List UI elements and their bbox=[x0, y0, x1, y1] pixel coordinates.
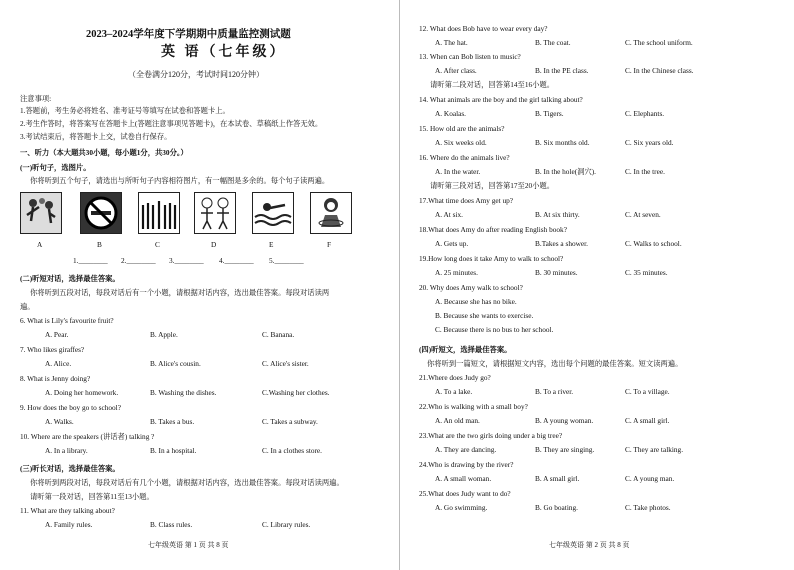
basketball-players-icon bbox=[20, 192, 62, 234]
picture-label: E bbox=[269, 240, 274, 249]
children-icon bbox=[194, 192, 236, 234]
option-a[interactable]: A. Koalas. bbox=[435, 109, 467, 118]
option-a[interactable]: A. They are dancing. bbox=[435, 445, 497, 454]
question-stem: 11. What are they talking about? bbox=[20, 506, 115, 515]
option-c[interactable]: C. Six years old. bbox=[625, 138, 674, 147]
exam-info: （全卷满分120分，考试时间120分钟） bbox=[128, 70, 264, 79]
option-a[interactable]: A. Doing her homework. bbox=[45, 388, 119, 397]
question-stem: 7. Who likes giraffes? bbox=[20, 345, 85, 354]
option-a[interactable]: A. Walks. bbox=[45, 417, 74, 426]
option-b[interactable]: B. A young woman. bbox=[535, 416, 594, 425]
answer-blank[interactable]: 1.________ bbox=[73, 256, 108, 265]
left-page bbox=[0, 0, 395, 570]
picture-label: D bbox=[211, 240, 217, 249]
note-item: 1.答题前，考生务必将姓名、准考证号等填写在试卷和答题卡上。 bbox=[20, 106, 230, 115]
question-stem: 23.What are the two girls doing under a big tree? bbox=[419, 431, 563, 440]
option-c[interactable]: C. To a village. bbox=[625, 387, 670, 396]
option-b[interactable]: B. Because she wants to exercise. bbox=[435, 311, 534, 320]
picture-label: A bbox=[37, 240, 43, 249]
part-heading: (一)听句子，选图片。 bbox=[20, 163, 91, 172]
picture-label: C bbox=[155, 240, 160, 249]
instructions: 你将听到一篇短文，请根据短文内容，选出每个问题的最佳答案。短文读两遍。 bbox=[427, 359, 683, 368]
option-b[interactable]: B. In the PE class. bbox=[535, 66, 589, 75]
option-a[interactable]: A. After class. bbox=[435, 66, 477, 75]
part-heading: (三)听长对话，选择最佳答案。 bbox=[20, 464, 120, 473]
question-stem: 25.What does Judy want to do? bbox=[419, 489, 511, 498]
question-stem: 16. Where do the animals live? bbox=[419, 153, 510, 162]
notes-heading: 注意事项: bbox=[20, 94, 52, 103]
option-b[interactable]: B. In a hospital. bbox=[150, 446, 197, 455]
section-heading: 一、听力（本大题共30小题，每小题1分，共30分。） bbox=[20, 148, 188, 157]
option-b[interactable]: B. In the hole(洞穴). bbox=[535, 167, 596, 176]
question-stem: 6. What is Lily's favourite fruit? bbox=[20, 316, 114, 325]
option-c[interactable]: C. At seven. bbox=[625, 210, 661, 219]
answer-blank[interactable]: 2.________ bbox=[121, 256, 156, 265]
picture-label: F bbox=[327, 240, 332, 249]
option-c[interactable]: C. Take photos. bbox=[625, 503, 671, 512]
question-stem: 10. Where are the speakers (讲话者) talking ? bbox=[20, 432, 155, 441]
question-stem: 22.Who is walking with a small boy? bbox=[419, 402, 528, 411]
option-c[interactable]: C. The school uniform. bbox=[625, 38, 693, 47]
part-heading: (四)听短文，选择最佳答案。 bbox=[419, 345, 512, 354]
option-b[interactable]: B. They are singing. bbox=[535, 445, 595, 454]
option-c[interactable]: C. In the tree. bbox=[625, 167, 665, 176]
option-b[interactable]: B. Six months old. bbox=[535, 138, 590, 147]
option-c[interactable]: C. A young man. bbox=[625, 474, 675, 483]
option-a[interactable]: A. To a lake. bbox=[435, 387, 473, 396]
option-b[interactable]: B. At six thirty. bbox=[535, 210, 580, 219]
option-b[interactable]: B. Tigers. bbox=[535, 109, 564, 118]
instructions: 请听第二段对话，回答第14至16小题。 bbox=[430, 80, 555, 89]
instructions: 你将听到两段对话，每段对话后有几个小题，请根据对话内容，选出最佳答案。每段对话读两遍。 bbox=[30, 478, 344, 487]
option-c[interactable]: C. They are talking. bbox=[625, 445, 684, 454]
option-a[interactable]: A. Six weeks old. bbox=[435, 138, 487, 147]
option-c[interactable]: C. Because there is no bus to her school. bbox=[435, 325, 554, 334]
page-footer: 七年级英语 第 2 页 共 8 页 bbox=[549, 541, 630, 549]
option-b[interactable]: B. To a river. bbox=[535, 387, 574, 396]
picture-row bbox=[20, 192, 360, 232]
option-c[interactable]: C. A small girl. bbox=[625, 416, 670, 425]
option-b[interactable]: B. Go boating. bbox=[535, 503, 578, 512]
option-b[interactable]: B. Class rules. bbox=[150, 520, 193, 529]
instructions: 请听第三段对话，回答第17至20小题。 bbox=[430, 181, 555, 190]
option-b[interactable]: B.Takes a shower. bbox=[535, 239, 588, 248]
option-c[interactable]: C. Elephants. bbox=[625, 109, 665, 118]
question-stem: 14. What animals are the boy and the girl talking about? bbox=[419, 95, 583, 104]
zebras-icon bbox=[138, 192, 180, 234]
option-a[interactable]: A. The hat. bbox=[435, 38, 468, 47]
instructions: 你将听到五个句子，请选出与所听句子内容相符图片，有一幅图是多余的。每个句子读两遍。 bbox=[30, 176, 330, 185]
option-b[interactable]: B. Apple. bbox=[150, 330, 178, 339]
option-a[interactable]: A. Go swimming. bbox=[435, 503, 488, 512]
option-a[interactable]: A. 25 minutes. bbox=[435, 268, 478, 277]
option-c[interactable]: C. Takes a subway. bbox=[262, 417, 318, 426]
option-b[interactable]: B. The coat. bbox=[535, 38, 571, 47]
note-item: 3.考试结束后，将答题卡上交，试卷自行保存。 bbox=[20, 132, 172, 141]
option-a[interactable]: A. Gets up. bbox=[435, 239, 469, 248]
option-c[interactable]: C. In a clothes store. bbox=[262, 446, 322, 455]
option-a[interactable]: A. Alice. bbox=[45, 359, 72, 368]
option-c[interactable]: C.Washing her clothes. bbox=[262, 388, 330, 397]
question-stem: 24.Who is drawing by the river? bbox=[419, 460, 514, 469]
answer-blank[interactable]: 3.________ bbox=[169, 256, 204, 265]
option-c[interactable]: C. Library rules. bbox=[262, 520, 311, 529]
no-smoking-sign-icon bbox=[80, 192, 122, 234]
swimmer-icon bbox=[252, 192, 294, 234]
question-stem: 15. How old are the animals? bbox=[419, 124, 505, 133]
picture-label: B bbox=[97, 240, 102, 249]
option-a[interactable]: A. Because she has no bike. bbox=[435, 297, 517, 306]
option-a[interactable]: A. An old man. bbox=[435, 416, 480, 425]
answer-blank[interactable]: 5.________ bbox=[269, 256, 304, 265]
question-stem: 18.What does Amy do after reading English book? bbox=[419, 225, 567, 234]
question-stem: 20. Why does Amy walk to school? bbox=[419, 283, 523, 292]
option-c[interactable]: C. 35 minutes. bbox=[625, 268, 668, 277]
option-b[interactable]: B. Takes a bus. bbox=[150, 417, 195, 426]
page-divider bbox=[399, 0, 400, 570]
option-a[interactable]: A. At six. bbox=[435, 210, 463, 219]
question-stem: 21.Where does Judy go? bbox=[419, 373, 491, 382]
right-page bbox=[405, 0, 794, 570]
question-stem: 9. How does the boy go to school? bbox=[20, 403, 121, 412]
option-b[interactable]: B. A small girl. bbox=[535, 474, 580, 483]
eating-girl-icon bbox=[310, 192, 352, 234]
page-footer: 七年级英语 第 1 页 共 8 页 bbox=[148, 541, 229, 549]
question-stem: 19.How long does it take Amy to walk to school? bbox=[419, 254, 564, 263]
question-stem: 13. When can Bob listen to music? bbox=[419, 52, 521, 61]
option-b[interactable]: B. 30 minutes. bbox=[535, 268, 578, 277]
option-a[interactable]: A. In the water. bbox=[435, 167, 481, 176]
instructions: 遍。 bbox=[20, 302, 35, 311]
option-a[interactable]: A. Pear. bbox=[45, 330, 69, 339]
option-a[interactable]: A. A small woman. bbox=[435, 474, 492, 483]
question-stem: 12. What does Bob have to wear every day? bbox=[419, 24, 548, 33]
option-c[interactable]: C. Alice's sister. bbox=[262, 359, 309, 368]
option-c[interactable]: C. Walks to school. bbox=[625, 239, 682, 248]
option-b[interactable]: B. Washing the dishes. bbox=[150, 388, 217, 397]
exam-subject: 英 语（七年级） bbox=[161, 45, 287, 60]
note-item: 2.考生作答时，将答案写在答题卡上(答题注意事项见答题卡)，在本试卷、草稿纸上作答无效。 bbox=[20, 119, 323, 128]
option-b[interactable]: B. Alice's cousin. bbox=[150, 359, 201, 368]
exam-title: 2023–2024学年度下学期期中质量监控测试题 bbox=[86, 29, 291, 40]
answer-blank[interactable]: 4.________ bbox=[219, 256, 254, 265]
option-c[interactable]: C. Banana. bbox=[262, 330, 295, 339]
question-stem: 8. What is Jenny doing? bbox=[20, 374, 91, 383]
instructions: 请听第一段对话，回答第11至13小题。 bbox=[30, 492, 154, 501]
option-a[interactable]: A. In a library. bbox=[45, 446, 88, 455]
instructions: 你将听到五段对话，每段对话后有一个小题，请根据对话内容，选出最佳答案。每段对话读两 bbox=[30, 288, 330, 297]
part-heading: (二)听短对话，选择最佳答案。 bbox=[20, 274, 120, 283]
question-stem: 17.What time does Amy get up? bbox=[419, 196, 514, 205]
option-c[interactable]: C. In the Chinese class. bbox=[625, 66, 694, 75]
option-a[interactable]: A. Family rules. bbox=[45, 520, 93, 529]
